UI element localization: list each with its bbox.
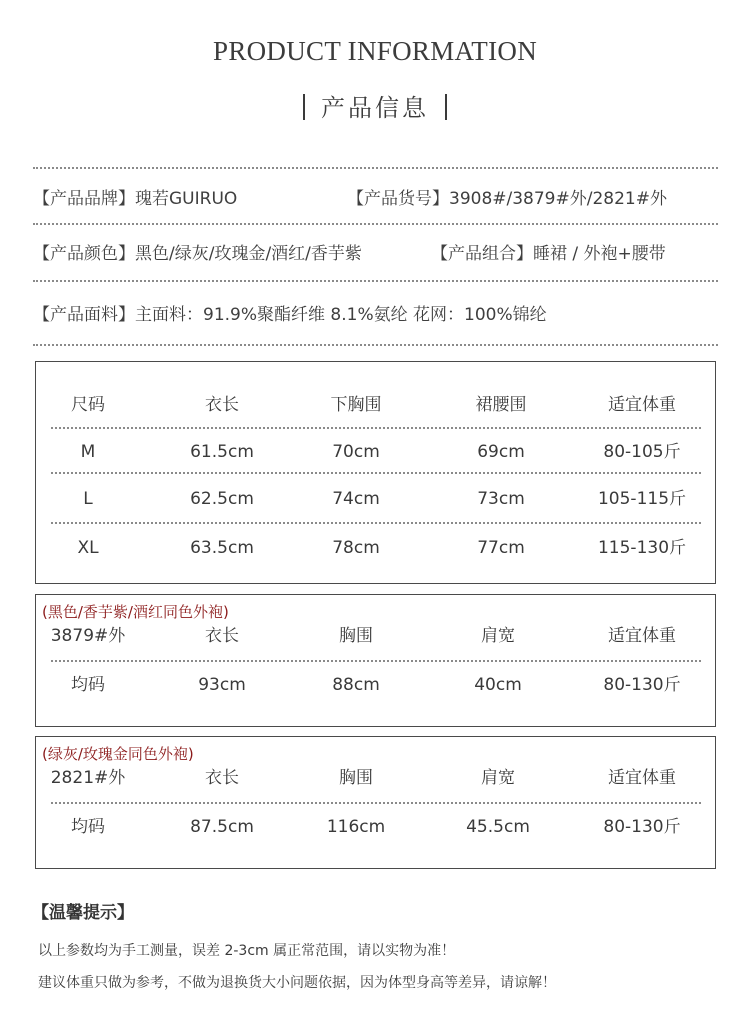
title-bar-left bbox=[303, 94, 305, 120]
cell: 87.5cm bbox=[190, 817, 254, 837]
header-cell: 衣长 bbox=[205, 626, 239, 646]
cell: 116cm bbox=[326, 817, 386, 837]
tip-line: 以上参数均为手工测量，误差 2-3cm 属正常范围，请以实物为准！ bbox=[38, 943, 456, 959]
title-english: PRODUCT INFORMATION bbox=[213, 36, 537, 66]
cell: 77cm bbox=[477, 538, 525, 558]
header-cell: 适宜体重 bbox=[608, 768, 676, 788]
cell: 40cm bbox=[474, 675, 522, 695]
table-header-row bbox=[36, 390, 715, 420]
cell: 78cm bbox=[332, 538, 380, 558]
info-brand: 【产品品牌】瑰若GUIRUO bbox=[33, 189, 238, 209]
header-cell: 尺码 bbox=[71, 395, 105, 415]
cell: 80-105斤 bbox=[603, 442, 681, 462]
table-header-row bbox=[36, 763, 715, 793]
cell: 73cm bbox=[477, 489, 525, 509]
row-divider bbox=[51, 427, 701, 429]
cell: 63.5cm bbox=[190, 538, 254, 558]
header-cell: 适宜体重 bbox=[608, 626, 676, 646]
title-chinese-text: 产品信息 bbox=[321, 94, 429, 122]
table-row bbox=[36, 533, 715, 563]
cell: 均码 bbox=[71, 675, 105, 695]
robe-3879-table bbox=[35, 594, 716, 727]
header-cell: 胸围 bbox=[339, 768, 373, 788]
divider bbox=[33, 280, 718, 282]
header-cell: 衣长 bbox=[205, 395, 239, 415]
table-row bbox=[36, 670, 715, 700]
cell: L bbox=[83, 489, 93, 509]
table-row bbox=[36, 484, 715, 514]
row-divider bbox=[51, 472, 701, 474]
cell: 93cm bbox=[198, 675, 246, 695]
table-row bbox=[36, 437, 715, 467]
divider bbox=[33, 167, 718, 169]
header-cell: 裙腰围 bbox=[475, 395, 527, 415]
row-divider bbox=[51, 522, 701, 524]
robe-3879-title: (黑色/香芋紫/酒红同色外袍) bbox=[42, 603, 229, 621]
size-table bbox=[35, 361, 716, 584]
cell: 88cm bbox=[332, 675, 380, 695]
header-cell: 适宜体重 bbox=[608, 395, 676, 415]
table-row bbox=[36, 812, 715, 842]
info-combination: 【产品组合】睡裙 / 外袍+腰带 bbox=[431, 244, 666, 264]
tips-title: 【温馨提示】 bbox=[32, 903, 134, 923]
header-cell: 衣长 bbox=[205, 768, 239, 788]
info-colors: 【产品颜色】黑色/绿灰/玫瑰金/酒红/香芋紫 bbox=[33, 244, 362, 264]
cell: 105-115斤 bbox=[597, 489, 687, 509]
header-cell: 3879#外 bbox=[50, 626, 126, 646]
header-cell: 肩宽 bbox=[481, 626, 515, 646]
cell: 均码 bbox=[71, 817, 105, 837]
header-cell: 下胸围 bbox=[330, 395, 382, 415]
cell: XL bbox=[77, 538, 99, 558]
cell: 70cm bbox=[332, 442, 380, 462]
cell: 45.5cm bbox=[466, 817, 530, 837]
info-item-number: 【产品货号】3908#/3879#外/2821#外 bbox=[347, 189, 667, 209]
title-chinese bbox=[0, 88, 750, 123]
table-header-row bbox=[36, 621, 715, 651]
divider bbox=[33, 223, 718, 225]
tip-line: 建议体重只做为参考，不做为退换货大小问题依据，因为体型身高等差异，请谅解！ bbox=[38, 975, 556, 991]
row-divider bbox=[51, 802, 701, 804]
title-bar-right bbox=[445, 94, 447, 120]
divider bbox=[33, 344, 718, 346]
cell: 74cm bbox=[332, 489, 380, 509]
cell: 80-130斤 bbox=[603, 675, 681, 695]
cell: 61.5cm bbox=[190, 442, 254, 462]
cell: 69cm bbox=[477, 442, 525, 462]
cell: 62.5cm bbox=[190, 489, 254, 509]
robe-2821-table bbox=[35, 736, 716, 869]
info-fabric: 【产品面料】主面料：91.9%聚酯纤维 8.1%氨纶 花网：100%锦纶 bbox=[33, 305, 547, 325]
row-divider bbox=[51, 660, 701, 662]
header-cell: 胸围 bbox=[339, 626, 373, 646]
cell: 80-130斤 bbox=[603, 817, 681, 837]
cell: M bbox=[80, 442, 96, 462]
robe-2821-title: (绿灰/玫瑰金同色外袍) bbox=[42, 745, 194, 763]
cell: 115-130斤 bbox=[597, 538, 687, 558]
header-cell: 肩宽 bbox=[481, 768, 515, 788]
header-cell: 2821#外 bbox=[50, 768, 126, 788]
